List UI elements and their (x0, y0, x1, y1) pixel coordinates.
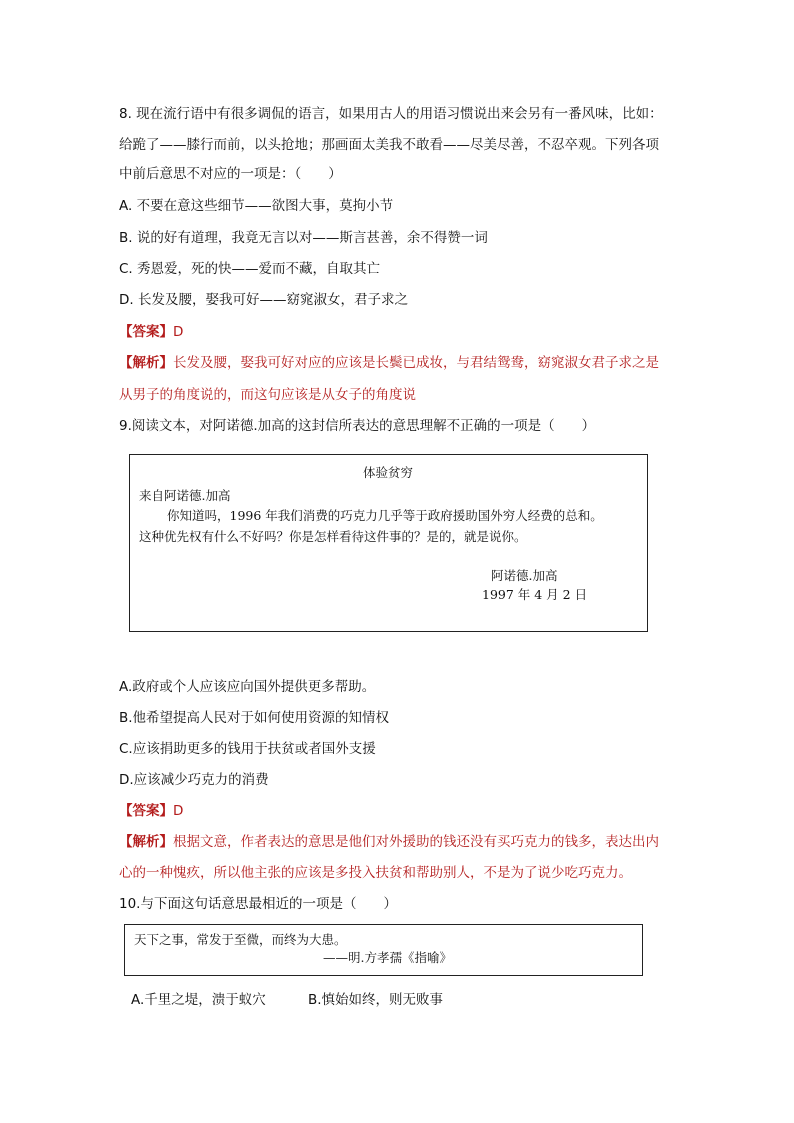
q9-answer (119, 801, 183, 821)
q10-option-b: B.慎始如终，则无败事 (308, 992, 444, 1008)
q9-option-a: A.政府或个人应该应向国外提供更多帮助。 (119, 679, 376, 695)
q8-stem-line-1: 8. 现在流行语中有很多调侃的语言，如果用古人的用语习惯说出来会另有一番风味，比如： (119, 106, 663, 122)
letter-body-line-2: 这种优先权有什么不好吗？你是怎样看待这件事的？是的，就是说你。 (139, 529, 527, 544)
q8-analysis-tag: 【解析】 (119, 355, 173, 371)
q9-option-c: C.应该捐助更多的钱用于扶贫或者国外支援 (119, 741, 376, 757)
q8-answer (119, 322, 183, 342)
letter-box (129, 454, 648, 632)
q9-answer-value: D (173, 803, 184, 819)
q10-option-a: A.千里之堤，溃于蚁穴 (131, 992, 266, 1008)
q8-answer-tag: 【答案】 (119, 324, 173, 340)
q8-analysis-line-1 (119, 353, 659, 373)
q9-option-b: B.他希望提高人民对于如何使用资源的知情权 (119, 710, 390, 726)
q8-option-c: C. 秀恩爱，死的快——爱而不藏，自取其亡 (119, 261, 381, 277)
q9-analysis-text-1: 根据文意，作者表达的意思是他们对外援助的钱还没有买巧克力的钱多，表达出内 (173, 834, 659, 850)
quote-text: 天下之事，常发于至微，而终为大患。 (134, 932, 347, 947)
q8-stem-line-2: 给跪了——膝行而前，以头抢地；那画面太美我不敢看——尽美尽善，不忍卒观。下列各项 (119, 137, 659, 153)
letter-date: 1997 年 4 月 2 日 (482, 587, 588, 602)
q8-option-b: B. 说的好有道理，我竟无言以对——斯言甚善，余不得赞一词 (119, 230, 488, 246)
q9-option-d: D.应该减少巧克力的消费 (119, 772, 269, 788)
letter-body-line-1: 你知道吗，1996 年我们消费的巧克力几乎等于政府援助国外穷人经费的总和。 (167, 508, 603, 523)
q8-option-d: D. 长发及腰，娶我可好——窈窕淑女，君子求之 (119, 292, 408, 308)
q9-stem: 9.阅读文本，对阿诺德.加高的这封信所表达的意思理解不正确的一项是（ ） (119, 418, 596, 434)
q10-stem: 10.与下面这句话意思最相近的一项是（ ） (119, 896, 397, 912)
q8-option-a: A. 不要在意这些细节——欲图大事，莫拘小节 (119, 198, 394, 214)
q9-answer-tag: 【答案】 (119, 803, 173, 819)
letter-from: 来自阿诺德.加高 (139, 488, 231, 503)
q9-analysis-line-1 (119, 832, 659, 852)
q8-answer-value: D (173, 324, 184, 340)
q9-analysis-line-2: 心的一种愧疚，所以他主张的应该是多投入扶贫和帮助别人，不是为了说少吃巧克力。 (119, 865, 632, 881)
quote-box (124, 924, 643, 976)
q8-analysis-text-1: 长发及腰，娶我可好对应的应该是长鬓已成妆，与君结鸳鸯，窈窕淑女君子求之是 (173, 355, 659, 371)
q8-analysis-line-2: 从男子的角度说的，而这句应该是从女子的角度说 (119, 387, 416, 403)
quote-source: ——明.方孝孺《指喻》 (323, 950, 452, 965)
letter-signature: 阿诺德.加高 (491, 568, 558, 583)
q9-analysis-tag: 【解析】 (119, 834, 173, 850)
letter-title: 体验贫穷 (363, 465, 414, 480)
q8-stem-line-3: 中前后意思不对应的一项是：（ ） (119, 166, 342, 182)
